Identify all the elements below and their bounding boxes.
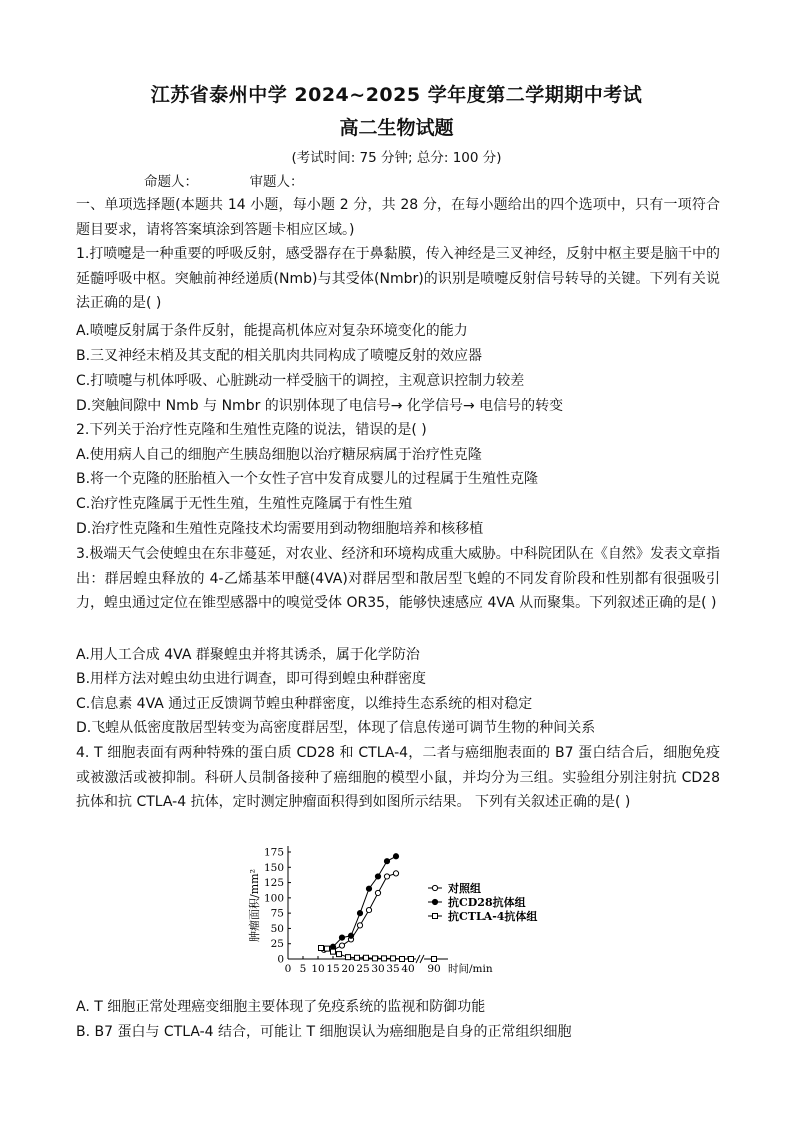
data-point [391, 956, 396, 961]
data-point [357, 911, 362, 916]
data-point [393, 854, 398, 859]
x-tick-label: 10 [311, 963, 325, 975]
data-point [432, 957, 437, 962]
q3-option-b: B.用样方法对蝗虫幼虫进行调查，即可得到蝗虫种群密度 [76, 671, 427, 687]
data-point [357, 923, 362, 928]
data-point [375, 890, 380, 895]
data-point [346, 955, 351, 960]
data-point [382, 956, 387, 961]
q2-option-c: C.治疗性克隆属于无性生殖，生殖性克隆属于有性生殖 [76, 496, 413, 512]
q4-option-a: A. T 细胞正常处理癌变细胞主要体现了免疫系统的监视和防御功能 [76, 999, 486, 1015]
x-tick-label: 30 [371, 963, 385, 975]
y-tick-label: 50 [270, 922, 284, 935]
data-point [384, 874, 389, 879]
authors-line [144, 170, 304, 190]
q2-option-b: B.将一个克隆的胚胎植入一个女性子宫中发育成婴儿的过程属于生殖性克隆 [76, 471, 539, 487]
x-tick-label: 35 [386, 963, 400, 975]
y-axis-label: 肿瘤面积/mm² [248, 869, 261, 942]
legend-marker [432, 885, 437, 890]
data-point [375, 874, 380, 879]
legend-label: 抗CD28抗体组 [448, 896, 526, 909]
x-tick-label: 0 [284, 963, 292, 975]
y-tick-label: 150 [263, 861, 284, 874]
data-point [331, 949, 336, 954]
x-tick-label: 25 [356, 963, 370, 975]
reviewer-label: 审题人： [249, 174, 304, 190]
data-point [355, 955, 360, 960]
legend-label: 对照组 [448, 882, 481, 895]
q1-stem: 1.打喷嚏是一种重要的呼吸反射，感受器存在于鼻黏膜，传入神经是三叉神经，反射中枢主要是脑干中的延髓呼吸中枢。突触前神经递质(Nmb)与其受体(Nmbr)的识别是喷嚏反射信号转导的关键。下列有关说法正确的是( ) [76, 246, 720, 311]
q1-option-c: C.打喷嚏与机体呼吸、心脏跳动一样受脑干的调控，主观意识控制力较差 [76, 373, 525, 389]
q1-option-a: A.喷嚏反射属于条件反射，能提高机体应对复杂环境变化的能力 [76, 323, 468, 339]
tumor-area-chart [240, 838, 560, 990]
q3-option-a: A.用人工合成 4VA 群聚蝗虫并将其诱杀，属于化学防治 [76, 647, 420, 663]
axis-break-mark [420, 955, 424, 963]
x-axis-label: 时间/min [448, 963, 493, 975]
q4-stem: 4. T 细胞表面有两种特殊的蛋白质 CD28 和 CTLA-4，二者与癌细胞表面的 B7 蛋白结合后，细胞免疫或被激活或被抑制。科研人员制备接种了癌细胞的模型小鼠，并均分为三组。实验组分别注射抗 CD28 抗体和抗 CTLA-4 抗体，定时测定肿瘤面积得到如图所示结果。 下列有关叙述正确的是( ) [76, 745, 720, 810]
data-point [339, 943, 344, 948]
data-point [348, 933, 353, 938]
q2-option-a: A.使用病人自己的细胞产生胰岛细胞以治疗糖尿病属于治疗性克隆 [76, 447, 482, 463]
exam-info: (考试时间: 75 分钟; 总分: 100 分) [291, 150, 502, 166]
series-1 [330, 854, 398, 950]
q3-option-d: D.飞蝗从低密度散居型转变为高密度群居型，体现了信息传递可调节生物的种间关系 [76, 720, 596, 736]
series-line [333, 856, 396, 946]
data-point [319, 945, 324, 950]
q2-stem: 2.下列关于治疗性克隆和生殖性克隆的说法，错误的是( ) [76, 422, 427, 438]
data-point [393, 871, 398, 876]
data-point [373, 956, 378, 961]
author-label: 命题人： [144, 174, 198, 190]
exam-title: 江苏省泰州中学 2024~2025 学年度第二学期期中考试 [150, 84, 643, 106]
x-tick-label: 40 [401, 963, 415, 975]
data-point [409, 957, 414, 962]
q1-option-d: D.突触间隙中 Nmb 与 Nmbr 的识别体现了电信号→ 化学信号→ 电信号的转变 [76, 398, 564, 414]
y-tick-label: 75 [270, 907, 284, 920]
y-tick-label: 125 [263, 877, 284, 890]
legend-marker [433, 914, 438, 919]
section1-instruction: 一、单项选择题(本题共 14 小题，每小题 2 分，共 28 分，在每小题给出的四个选项中，只有一项符合题目要求，请将答案填涂到答题卡相应区域。) [76, 197, 720, 238]
chart-series [319, 854, 437, 962]
data-point [330, 944, 335, 949]
legend-marker [432, 899, 437, 904]
axis-break-mark [416, 955, 420, 963]
data-point [384, 859, 389, 864]
y-tick-label: 100 [263, 892, 284, 905]
q3-stem: 3.极端天气会使蝗虫在东非蔓延，对农业、经济和环境构成重大威胁。中科院团队在《自然》发表文章指出：群居蝗虫释放的 4-乙烯基苯甲醚(4VA)对群居型和散居型飞蝗的不同发育阶段和性别都有很强吸引力，蝗虫通过定位在锥型感器中的嗅觉受体 OR35，能够快速感应 4VA 从而聚集。下列叙述正确的是( ) [76, 546, 720, 611]
data-point [400, 957, 405, 962]
y-tick-label: 25 [270, 938, 284, 951]
data-point [337, 952, 342, 957]
exam-subtitle: 高二生物试题 [339, 117, 454, 139]
data-point [325, 946, 330, 951]
y-tick-label: 175 [263, 846, 284, 859]
data-point [366, 886, 371, 891]
x-tick-label: 15 [326, 963, 340, 975]
data-point [339, 935, 344, 940]
q1-option-b: B.三叉神经末梢及其支配的相关肌肉共同构成了喷嚏反射的效应器 [76, 348, 483, 364]
x-tick-label: 90 [427, 963, 441, 975]
data-point [364, 955, 369, 960]
chart-legend [428, 881, 537, 923]
x-tick-label: 5 [299, 963, 307, 975]
y-tick-label: 0 [277, 953, 284, 966]
q4-option-b: B. B7 蛋白与 CTLA-4 结合，可能让 T 细胞误认为癌细胞是自身的正常组织细胞 [76, 1024, 572, 1040]
q2-option-d: D.治疗性克隆和生殖性克隆技术均需要用到动物细胞培养和核移植 [76, 521, 484, 537]
data-point [366, 907, 371, 912]
x-tick-label: 20 [341, 963, 355, 975]
q3-option-c: C.信息素 4VA 通过正反馈调节蝗虫种群密度，以维持生态系统的相对稳定 [76, 696, 533, 712]
legend-label: 抗CTLA-4抗体组 [448, 910, 538, 923]
